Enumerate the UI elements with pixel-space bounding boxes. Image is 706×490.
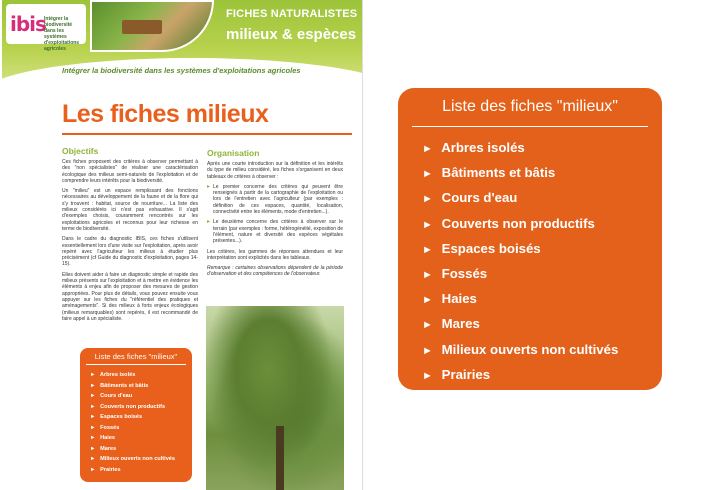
play-arrow-icon: ► [422, 143, 433, 155]
objectifs-heading: Objectifs [62, 146, 99, 156]
organisation-bullet: ▸ Le deuxième concerne des critères à observer sur le terrain (par exemples : forme, hétérogénéité, exposition de l'élément, nature et diversité des espèces végétales présentes...). [207, 219, 343, 244]
mini-list-item[interactable] [90, 454, 175, 465]
mini-list-item[interactable] [90, 433, 175, 444]
tree-trunk [276, 426, 284, 490]
mini-list-card [80, 348, 192, 482]
list-card-item[interactable] [422, 363, 618, 388]
list-card-item-label: Mares [441, 316, 480, 332]
page-title: Les fiches milieux [62, 100, 269, 128]
mini-list-item[interactable] [90, 391, 175, 402]
organisation-remark: Remarque : certaines observations dépendent de la période d'observation et des compétences de l'observateur. [207, 265, 343, 278]
mini-list-item-label: Bâtiments et bâtis [100, 382, 149, 389]
document-page [2, 0, 363, 490]
play-arrow-icon: ► [422, 168, 433, 181]
organisation-intro: Après une courte introduction sur la définition et les intérêts du type de milieu considéré, les fiches s'organisent en deux tableaux de critères à observer : [207, 161, 343, 180]
header-tagline: Intégrer la biodiversité dans les systèmes d'exploitations agricoles [62, 66, 301, 75]
objectifs-paragraph: Un "milieu" est un espace remplissant des fonctions nécessaires au développement de la faune et de la flore qui s'y trouvent : habitat, source de nourriture... La liste des milieux considérés ici n'est pas exhaustive. Il s'agit d'exemples choisis, couramment rencontrés sur les exploitations agricoles et reconnus pour leur richesse en terme de biodiversité. [62, 188, 198, 232]
tree-photo [206, 306, 344, 490]
list-card-item-label: Arbres isolés [441, 140, 525, 155]
objectifs-paragraph: Ces fiches proposent des critères à observer permettant à des "non spécialistes" de réaliser une caractérisation écologique des milieux semi-naturels de l'exploitation et de comprendre leurs intérêts pour la biodiversité. [62, 159, 198, 184]
objectifs-paragraph: Dans le cadre du diagnostic IBIS, ces fiches s'utilisent essentiellement lors d'une visite sur l'exploitation, après avoir repéré avec l'agriculteur les milieux à étudier plus précisément (cf Guide du diagnostic d'exploitation, pages 14-15). [62, 236, 198, 268]
mini-list-item[interactable] [90, 412, 175, 423]
list-card-title: Liste des fiches "milieux" [442, 98, 618, 115]
mini-list-item[interactable] [90, 465, 175, 476]
mini-list-item-label: Haies [100, 435, 116, 441]
list-card-item-label: Couverts non productifs [441, 215, 595, 231]
list-card-items [422, 136, 618, 388]
objectifs-paragraph: Elles doivent aider à faire un diagnostic simple et rapide des milieux présents sur l'exploitation et à mettre en évidence les éléments à enjeu afin de proposer des mesures de gestion appropriées. Pour plus de détails, vous pouvez ensuite vous appuyer sur les fiches du "référentiel des pratiques et aménagements". Si des milieux à forts enjeux écologiques (milieux remarquables) sont repérés, il est recommandé de faire appel à un spécialiste. [62, 271, 198, 322]
mini-list-item[interactable] [90, 381, 175, 392]
header-kicker: FICHES NATURALISTES [226, 8, 358, 20]
list-card-item[interactable] [422, 262, 618, 287]
play-arrow-icon: ► [90, 466, 96, 473]
play-arrow-icon: ► [422, 369, 433, 382]
header-title: milieux & espèces [226, 26, 357, 43]
list-card-item-label: Fossés [441, 266, 488, 282]
play-arrow-icon: ► [90, 382, 96, 389]
list-card-item[interactable] [422, 237, 618, 262]
organisation-closing: Les critères, les gammes de réponses attendues et leur interprétation sont explicités dans les tableaux. [207, 248, 343, 261]
list-card-item[interactable] [422, 136, 618, 161]
ibis-logo [6, 4, 86, 52]
objectifs-column [62, 146, 198, 326]
list-card-item[interactable] [422, 312, 618, 337]
mini-list-item[interactable] [90, 370, 175, 381]
mini-list-item-label: Milieux ouverts non cultivés [100, 456, 176, 462]
play-arrow-icon: ► [422, 193, 433, 206]
list-card-item-label: Espaces boisés [441, 240, 541, 256]
logo-subtitle: Intégrer la biodiversité dans les systèmes d'exploitations agricoles [44, 16, 80, 52]
play-arrow-icon: ► [90, 372, 96, 378]
mini-list-item-label: Mares [100, 445, 117, 452]
play-arrow-icon: ► [90, 414, 96, 420]
list-card-item-label: Milieux ouverts non cultivés [441, 341, 619, 357]
list-card-divider [412, 126, 648, 127]
organisation-column [207, 148, 343, 282]
list-card-item[interactable] [422, 212, 618, 237]
list-card-item-label: Bâtiments et bâtis [441, 165, 556, 181]
play-arrow-icon: ► [422, 269, 433, 282]
play-arrow-icon: ► [422, 294, 433, 307]
play-arrow-icon: ► [90, 424, 96, 431]
mini-list-title: Liste des fiches "milieux" [94, 352, 178, 361]
list-card-item-label: Prairies [441, 366, 491, 382]
mini-list-item[interactable] [90, 444, 175, 455]
mini-list-item-label: Espaces boisés [100, 414, 143, 420]
play-arrow-icon: ► [422, 344, 433, 357]
title-divider [62, 133, 352, 135]
list-card-item[interactable] [422, 338, 618, 363]
mini-list-divider [86, 364, 186, 365]
mini-list-item-label: Arbres isolés [99, 372, 136, 378]
mini-list-item-label: Cours d'eau [100, 393, 133, 399]
play-arrow-icon: ► [422, 218, 433, 231]
mini-list-item-label: Fossés [100, 424, 120, 431]
play-arrow-icon: ► [90, 435, 96, 441]
mini-list-item[interactable] [90, 402, 175, 413]
play-arrow-icon: ► [90, 403, 96, 410]
play-arrow-icon: ► [90, 393, 96, 399]
list-card-item[interactable] [422, 186, 618, 211]
play-arrow-icon: ► [90, 456, 96, 462]
list-card [398, 88, 662, 390]
play-arrow-icon: ► [422, 319, 433, 332]
play-arrow-icon: ► [90, 445, 96, 452]
organisation-bullet: ▸ Le premier concerne des critères qui peuvent être renseignés à partir de la cartographie de l'exploitation ou lors de l'entretien avec l'agriculteur (par exemples : définition de ces espaces, quantité, localisation, connectivité entre les éléments, mode d'entretien...). [207, 184, 343, 215]
mini-list-item[interactable] [90, 423, 175, 434]
organisation-heading: Organisation [207, 148, 260, 158]
list-card-item-label: Haies [441, 291, 477, 307]
list-card-item[interactable] [422, 287, 618, 312]
list-card-item[interactable] [422, 161, 618, 186]
play-arrow-icon: ► [422, 243, 433, 256]
mini-list [90, 370, 175, 475]
logo-text: ibis [10, 12, 46, 36]
mini-list-item-label: Couverts non productifs [100, 403, 166, 410]
list-card-item-label: Cours d'eau [441, 190, 518, 206]
mini-list-item-label: Prairies [100, 466, 121, 473]
